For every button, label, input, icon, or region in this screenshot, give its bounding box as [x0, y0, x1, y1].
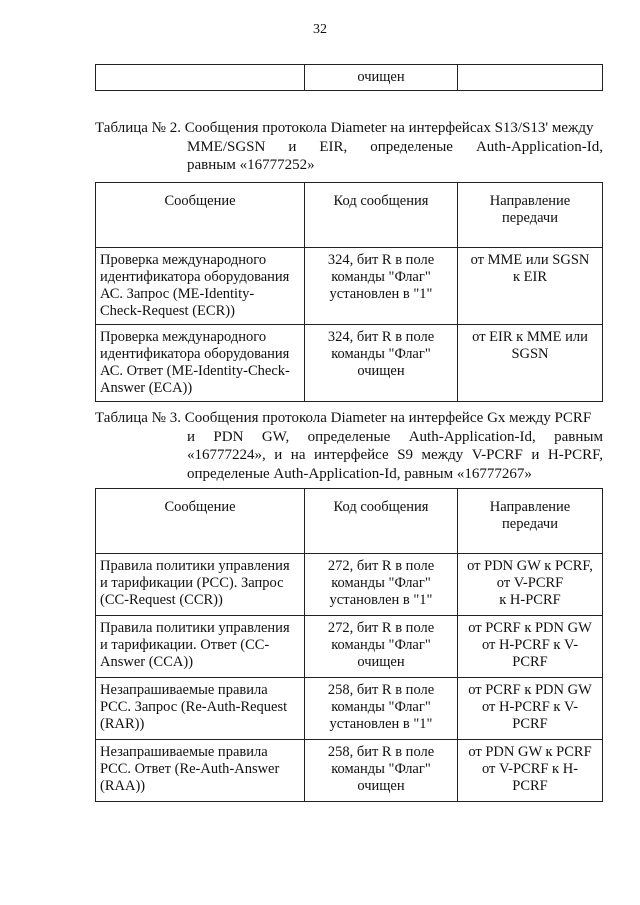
cell-direction: от PCRF к PDN GW от H-PCRF к V- PCRF [458, 678, 603, 740]
header-message: Сообщение [96, 183, 305, 248]
cell-message: Проверка международного идентификатора оборудования АС. Ответ (ME-Identity-Check- Answer (ECA)) [96, 325, 305, 402]
cell-direction: от PDN GW к PCRF, от V-PCRF к H-PCRF [458, 554, 603, 616]
cell-code: 258, бит R в поле команды "Флаг" очищен [305, 740, 458, 802]
table2-caption [95, 119, 603, 175]
header-code: Код сообщения [305, 183, 458, 248]
table3 [95, 488, 603, 802]
table-row [96, 325, 603, 402]
cell-code: 324, бит R в поле команды "Флаг" очищен [305, 325, 458, 402]
cell-message: Проверка международного идентификатора оборудования АС. Запрос (ME-Identity- Check-Request (ECR)) [96, 248, 305, 325]
cell-message: Незапрашиваемые правила PCC. Ответ (Re-Auth-Answer (RAA)) [96, 740, 305, 802]
cell-direction: от MME или SGSN к EIR [458, 248, 603, 325]
table-row [96, 678, 603, 740]
cell-message: Незапрашиваемые правила PCC. Запрос (Re-Auth-Request (RAR)) [96, 678, 305, 740]
table-header-row [96, 489, 603, 554]
cell-direction: от EIR к MME или SGSN [458, 325, 603, 402]
cell-message: Правила политики управления и тарификации (PCC). Запрос (CC-Request (CCR)) [96, 554, 305, 616]
cell-code: 272, бит R в поле команды "Флаг" очищен [305, 616, 458, 678]
continued-table-fragment [95, 64, 603, 91]
caption-line: и PDN GW, определеные Auth-Application-Id, равным [187, 428, 603, 445]
table-header-row [96, 183, 603, 248]
caption-line: Таблица № 3. Сообщения протокола Diameter на интерфейсе Gx между PCRF [95, 410, 592, 426]
table3-caption [95, 409, 603, 483]
fragment-cell-direction [458, 65, 603, 91]
caption-line: равным «16777252» [187, 157, 315, 173]
caption-line: Таблица № 2. Сообщения протокола Diameter на интерфейсах S13/S13' между [95, 120, 594, 136]
cell-code: 258, бит R в поле команды "Флаг" установлен в "1" [305, 678, 458, 740]
cell-code: 272, бит R в поле команды "Флаг" установлен в "1" [305, 554, 458, 616]
table2 [95, 182, 603, 402]
header-message: Сообщение [96, 489, 305, 554]
header-direction: Направление передачи [458, 183, 603, 248]
caption-line: определеные Auth-Application-Id, равным «16777267» [187, 465, 532, 482]
cell-code: 324, бит R в поле команды "Флаг" установлен в "1" [305, 248, 458, 325]
cell-direction: от PCRF к PDN GW от H-PCRF к V- PCRF [458, 616, 603, 678]
table-row [96, 248, 603, 325]
fragment-cell-message [96, 65, 305, 91]
cell-direction: от PDN GW к PCRF от V-PCRF к H- PCRF [458, 740, 603, 802]
fragment-cell-code: очищен [305, 65, 458, 91]
cell-message: Правила политики управления и тарификации. Ответ (CC- Answer (CCA)) [96, 616, 305, 678]
caption-line: MME/SGSN и EIR, определеные Auth-Application-Id, [187, 138, 603, 155]
table-row [96, 554, 603, 616]
table-row [96, 616, 603, 678]
caption-line: «16777224», и на интерфейсе S9 между V-PCRF и H-PCRF, [187, 447, 603, 463]
header-code: Код сообщения [305, 489, 458, 554]
table-row [96, 740, 603, 802]
page-number: 32 [313, 22, 327, 37]
header-direction: Направление передачи [458, 489, 603, 554]
